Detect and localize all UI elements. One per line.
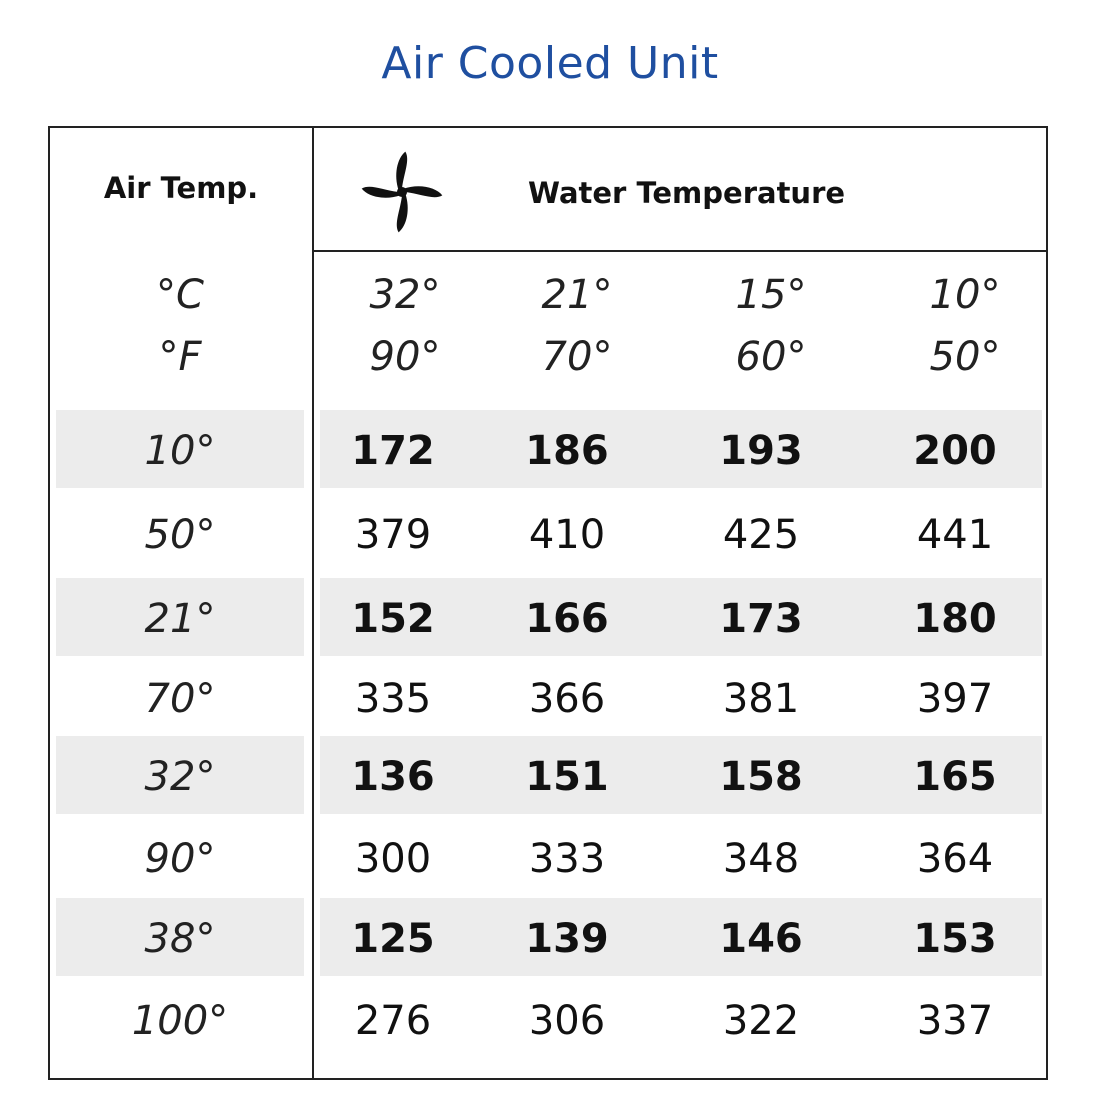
table-cell: 306 [528,998,606,1044]
col-fahrenheit-3: 60° [735,334,807,380]
row-label: 10° [144,428,216,474]
row-label: 50° [144,512,216,558]
column-divider [312,126,314,1080]
col-celsius-1: 32° [369,272,441,318]
table-cell: 180 [913,596,997,642]
unit-celsius-label: °C [156,272,204,318]
table-cell: 364 [916,836,994,882]
header-divider [312,250,1048,252]
col-fahrenheit-1: 90° [369,334,441,380]
table-cell: 379 [354,512,432,558]
row-label: 32° [144,754,216,800]
row-label: 21° [144,596,216,642]
table-cell: 166 [525,596,609,642]
table-cell: 172 [351,428,435,474]
table-cell: 193 [719,428,803,474]
table-cell: 348 [722,836,800,882]
water-temp-header: Water Temperature [528,176,846,210]
table-cell: 381 [722,676,800,722]
table-cell: 153 [913,916,997,962]
col-fahrenheit-4: 50° [929,334,1001,380]
table-cell: 186 [525,428,609,474]
table-cell: 165 [913,754,997,800]
table-cell: 333 [528,836,606,882]
row-label: 100° [131,998,229,1044]
table-cell: 139 [525,916,609,962]
table-cell: 173 [719,596,803,642]
unit-fahrenheit-label: °F [158,334,202,380]
table-cell: 366 [528,676,606,722]
table-cell: 397 [916,676,994,722]
air-temp-header: Air Temp. [103,171,259,205]
col-fahrenheit-2: 70° [541,334,613,380]
page-title: Air Cooled Unit [381,38,719,89]
table-cell: 337 [916,998,994,1044]
table-cell: 335 [354,676,432,722]
fan-icon [360,150,444,234]
table-cell: 276 [354,998,432,1044]
col-celsius-2: 21° [541,272,613,318]
table-cell: 322 [722,998,800,1044]
table-cell: 136 [351,754,435,800]
table-cell: 158 [719,754,803,800]
table-cell: 410 [528,512,606,558]
table-cell: 152 [351,596,435,642]
row-label: 38° [144,916,216,962]
table-cell: 300 [354,836,432,882]
row-label: 90° [144,836,216,882]
col-celsius-4: 10° [929,272,1001,318]
table-cell: 125 [351,916,435,962]
table-cell: 441 [916,512,994,558]
table-cell: 151 [525,754,609,800]
table-cell: 200 [913,428,997,474]
col-celsius-3: 15° [735,272,807,318]
row-label: 70° [144,676,216,722]
table-cell: 146 [719,916,803,962]
table-cell: 425 [722,512,800,558]
